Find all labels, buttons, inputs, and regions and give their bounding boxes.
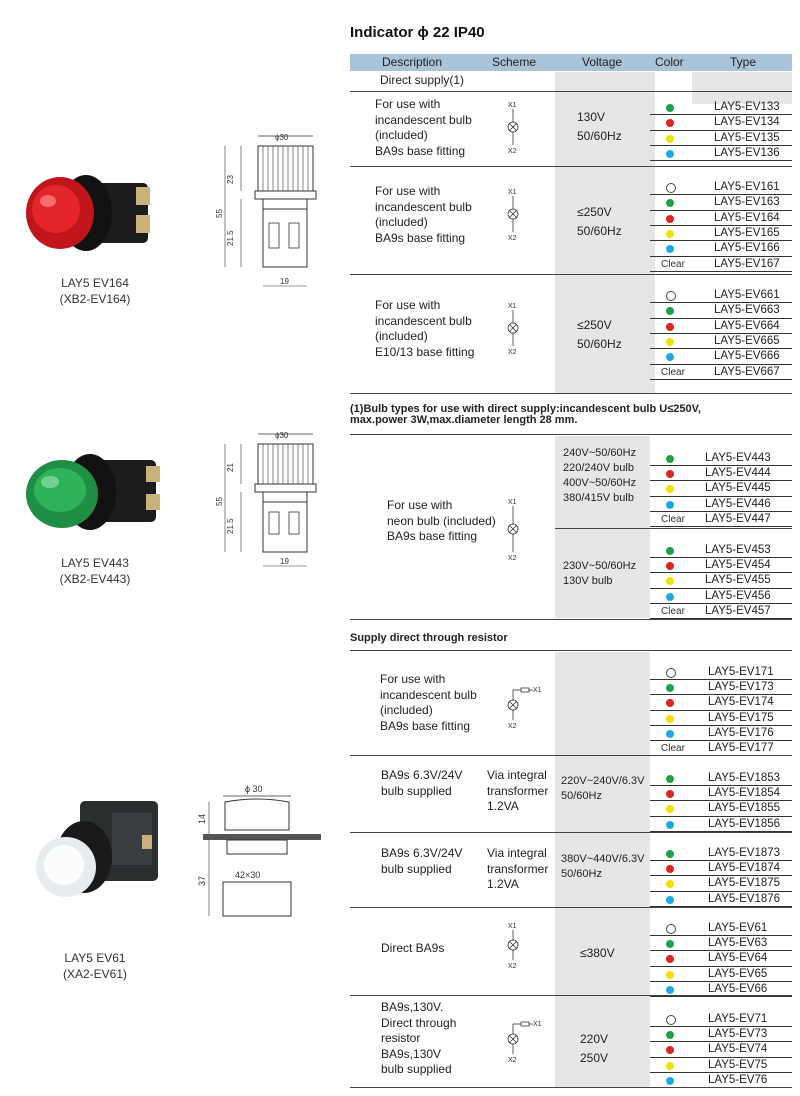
row-underline: [650, 588, 792, 589]
type-code: LAY5-EV664: [714, 319, 780, 332]
blue-dot: [666, 1077, 674, 1085]
header-type: Type: [730, 55, 757, 69]
blue-dot: [666, 150, 674, 158]
svg-text:X2: X2: [508, 235, 517, 242]
type-code: LAY5-EV71: [708, 1013, 768, 1025]
resistor-lamp-scheme: [505, 680, 545, 730]
type-code: LAY5-EV65: [708, 967, 768, 980]
type-code: LAY5-EV457: [705, 604, 771, 617]
svg-text:X1: X1: [508, 923, 517, 930]
type-code: LAY5-EV177: [708, 742, 774, 754]
type-code: LAY5-EV453: [705, 544, 771, 556]
group-divider: [350, 1087, 792, 1088]
row-underline: [650, 557, 792, 558]
svg-text:X1: X1: [533, 687, 542, 694]
blue-dot: [666, 501, 674, 509]
svg-text:37: 37: [197, 875, 207, 886]
svg-text:55: 55: [215, 209, 224, 218]
header-description: Description: [382, 55, 443, 69]
type-code: LAY5-EV455: [705, 574, 771, 587]
row-underline: [650, 480, 792, 481]
green-dot: [666, 775, 674, 783]
type-code: LAY5-EV446: [705, 497, 771, 510]
text-block: 230V~50/60Hz 130V bulb: [563, 560, 637, 587]
svg-text:23: 23: [226, 175, 235, 184]
row-underline: [650, 996, 792, 997]
group-divider: [350, 995, 792, 996]
svg-text:19: 19: [280, 557, 289, 566]
svg-text:X2: X2: [508, 148, 517, 155]
divider: [350, 650, 792, 651]
red-dot: [666, 1046, 674, 1054]
blue-dot: [666, 593, 674, 601]
yellow-dot: [666, 1062, 674, 1070]
type-code: LAY5-EV167: [714, 257, 780, 270]
type-code: LAY5-EV75: [708, 1058, 768, 1071]
svg-text:ϕ 30: ϕ 30: [245, 784, 263, 794]
type-code: LAY5-EV73: [708, 1028, 768, 1041]
row-underline: [650, 256, 792, 257]
clear-label: Clear: [661, 605, 685, 617]
row-underline: [650, 1041, 792, 1042]
blue-dot: [666, 353, 674, 361]
resistor-section-title: Supply direct through resistor: [350, 632, 508, 644]
svg-text:19: 19: [280, 277, 289, 286]
lamp-scheme: [505, 99, 545, 155]
lamp-scheme: [505, 186, 545, 242]
blue-dot: [666, 245, 674, 253]
row-underline: [650, 710, 792, 711]
svg-text:X2: X2: [508, 1057, 517, 1064]
type-code: LAY5-EV133: [714, 101, 780, 113]
row-underline: [650, 816, 792, 817]
green-dot: [666, 684, 674, 692]
svg-text:42×30: 42×30: [235, 870, 261, 880]
row-underline: [650, 966, 792, 967]
clear-dot: [666, 183, 676, 193]
text-block: BA9s 6.3V/24V bulb supplied: [381, 846, 463, 876]
green-dot: [666, 1031, 674, 1039]
type-code: LAY5-EV63: [708, 937, 768, 950]
row-underline: [650, 785, 792, 786]
dimension-drawing-1: [213, 126, 323, 296]
type-code: LAY5-EV176: [708, 726, 774, 739]
row-underline: [650, 114, 792, 115]
svg-text:X2: X2: [508, 963, 517, 970]
row-underline: [650, 740, 792, 741]
group-divider: [350, 393, 792, 394]
clear-label: Clear: [661, 366, 685, 378]
row-underline: [650, 240, 792, 241]
yellow-dot: [666, 338, 674, 346]
type-code: LAY5-EV663: [714, 304, 780, 317]
type-code: LAY5-EV1855: [708, 802, 781, 815]
header-voltage: Voltage: [582, 55, 623, 69]
type-code: LAY5-EV64: [708, 952, 768, 965]
type-code: LAY5-EV1875: [708, 877, 781, 890]
yellow-dot: [666, 135, 674, 143]
yellow-dot: [666, 971, 674, 979]
type-code: LAY5-EV175: [708, 711, 774, 724]
clear-dot: [666, 291, 676, 301]
type-code: LAY5-EV166: [714, 242, 780, 255]
text-block: For use with neon bulb (included) BA9s base fitting: [387, 498, 496, 543]
type-code: LAY5-EV161: [714, 181, 780, 193]
text-block: ≤250V 50/60Hz: [577, 318, 622, 351]
clear-label: Clear: [661, 513, 685, 525]
row-underline: [650, 210, 792, 211]
yellow-dot: [666, 577, 674, 585]
type-code: LAY5-EV456: [705, 589, 771, 602]
row-underline: [650, 318, 792, 319]
text-block: For use with incandescent bulb (included) BA9s base fitting: [375, 184, 472, 245]
green-dot: [666, 940, 674, 948]
product-3-caption: LAY5 EV61 (XA2-EV61): [62, 951, 128, 981]
product-2-caption: LAY5 EV443 (XB2-EV443): [59, 556, 131, 586]
type-code: LAY5-EV76: [708, 1073, 768, 1086]
type-code: LAY5-EV134: [714, 116, 780, 129]
type-code: LAY5-EV163: [714, 196, 780, 209]
row-underline: [650, 694, 792, 695]
group-divider: [350, 832, 792, 833]
group-divider: [350, 274, 792, 275]
type-code: LAY5-EV171: [708, 666, 774, 678]
red-dot: [666, 470, 674, 478]
type-code: LAY5-EV136: [714, 146, 780, 159]
text-block: ≤380V: [580, 946, 615, 960]
text-block: Via integral transformer 1.2VA: [487, 846, 549, 891]
group-divider: [350, 907, 792, 908]
text-block: 130V 50/60Hz: [577, 110, 622, 143]
svg-text:55: 55: [215, 497, 224, 506]
green-dot: [666, 850, 674, 858]
dimension-drawing-3: [193, 778, 328, 923]
type-code: LAY5-EV164: [714, 211, 780, 224]
type-code: LAY5-EV661: [714, 289, 780, 301]
text-block: 220V 250V: [580, 1032, 609, 1065]
table-header: [350, 54, 792, 71]
divider: [350, 91, 792, 92]
red-dot: [666, 119, 674, 127]
type-code: LAY5-EV447: [705, 512, 771, 525]
svg-text:21.5: 21.5: [226, 518, 235, 534]
red-dot: [666, 955, 674, 963]
row-underline: [650, 1072, 792, 1073]
row-underline: [650, 800, 792, 801]
blue-dot: [666, 730, 674, 738]
text-block: Direct BA9s: [381, 941, 445, 955]
svg-text:14: 14: [197, 813, 207, 824]
green-dot: [666, 455, 674, 463]
row-underline: [650, 271, 792, 272]
header-color: Color: [655, 55, 684, 69]
row-underline: [650, 875, 792, 876]
row-underline: [650, 572, 792, 573]
row-underline: [650, 981, 792, 982]
green-dot: [666, 547, 674, 555]
type-code: LAY5-EV173: [708, 681, 774, 694]
svg-text:ϕ30: ϕ30: [275, 133, 289, 142]
text-block: ≤250V 50/60Hz: [577, 205, 622, 238]
type-code: LAY5-EV443: [705, 452, 771, 464]
bulb-note: (1)Bulb types for use with direct supply:incandescent bulb U≤250V, max.power 3W,max.diameter length 28 mm.: [350, 403, 701, 426]
row-underline: [650, 302, 792, 303]
white-indicator-photo: [30, 795, 170, 910]
svg-text:X1: X1: [508, 189, 517, 196]
blue-dot: [666, 821, 674, 829]
red-indicator-photo: [18, 165, 158, 270]
row-underline: [650, 526, 792, 527]
row-underline: [650, 1057, 792, 1058]
green-dot: [666, 307, 674, 315]
type-code: LAY5-EV665: [714, 334, 780, 347]
red-dot: [666, 215, 674, 223]
text-block: Via integral transformer 1.2VA: [487, 768, 549, 813]
clear-label: Clear: [661, 258, 685, 270]
type-code: LAY5-EV454: [705, 559, 771, 572]
divider: [350, 619, 792, 620]
group-divider: [350, 166, 792, 167]
type-code: LAY5-EV1874: [708, 862, 781, 875]
green-dot: [666, 199, 674, 207]
red-dot: [666, 699, 674, 707]
type-code: LAY5-EV444: [705, 467, 771, 480]
clear-dot: [666, 668, 676, 678]
row-underline: [650, 950, 792, 951]
svg-text:X2: X2: [508, 555, 517, 562]
row-underline: [650, 194, 792, 195]
blue-dot: [666, 986, 674, 994]
yellow-dot: [666, 805, 674, 813]
row-underline: [650, 364, 792, 365]
clear-dot: [666, 924, 676, 934]
svg-text:X1: X1: [508, 102, 517, 109]
type-band: [692, 72, 792, 104]
text-block: 240V~50/60Hz 220/240V bulb 400V~50/60Hz 380/415V bulb: [563, 447, 637, 504]
row-underline: [650, 130, 792, 131]
red-dot: [666, 790, 674, 798]
clear-dot: [666, 1015, 676, 1025]
type-code: LAY5-EV1873: [708, 847, 781, 859]
green-dot: [666, 104, 674, 112]
dimension-drawing-2: [213, 424, 323, 574]
type-code: LAY5-EV1856: [708, 817, 781, 830]
row-underline: [650, 891, 792, 892]
yellow-dot: [666, 880, 674, 888]
type-code: LAY5-EV135: [714, 131, 780, 144]
svg-text:X1: X1: [533, 1021, 542, 1028]
type-code: LAY5-EV667: [714, 365, 780, 378]
type-code: LAY5-EV445: [705, 482, 771, 495]
row-underline: [650, 379, 792, 380]
text-block: BA9s,130V. Direct through resistor BA9s,130V bulb supplied: [381, 1000, 457, 1076]
red-dot: [666, 562, 674, 570]
svg-text:ϕ30: ϕ30: [275, 431, 289, 440]
row-underline: [650, 496, 792, 497]
text-block: 380V~440V/6.3V 50/60Hz: [561, 853, 645, 880]
yellow-dot: [666, 485, 674, 493]
svg-text:X2: X2: [508, 723, 517, 730]
direct-supply-label: Direct supply(1): [380, 73, 465, 87]
row-underline: [650, 333, 792, 334]
row-underline: [650, 679, 792, 680]
svg-text:21.5: 21.5: [226, 230, 235, 246]
type-code: LAY5-EV66: [708, 982, 768, 995]
text-block: For use with incandescent bulb (included) BA9s base fitting: [380, 672, 477, 733]
type-code: LAY5-EV666: [714, 350, 780, 363]
row-underline: [650, 1026, 792, 1027]
text-block: For use with incandescent bulb (included) E10/13 base fitting: [375, 298, 475, 359]
type-code: LAY5-EV1876: [708, 892, 781, 905]
row-underline: [650, 160, 792, 161]
row-underline: [650, 511, 792, 512]
red-dot: [666, 323, 674, 331]
yellow-dot: [666, 230, 674, 238]
type-code: LAY5-EV74: [708, 1043, 768, 1056]
lamp-scheme: [505, 496, 545, 562]
row-underline: [650, 603, 792, 604]
resistor-lamp-scheme: [505, 1014, 545, 1064]
clear-label: Clear: [661, 743, 685, 754]
type-code: LAY5-EV1854: [708, 787, 781, 800]
type-code: LAY5-EV174: [708, 696, 774, 709]
yellow-dot: [666, 715, 674, 723]
green-indicator-photo: [18, 450, 168, 550]
svg-text:21: 21: [226, 463, 235, 472]
lamp-scheme: [505, 300, 545, 356]
blue-dot: [666, 896, 674, 904]
product-1-caption: LAY5 EV164 (XB2-EV164): [59, 276, 131, 306]
group-divider: [350, 755, 792, 756]
text-block: For use with incandescent bulb (included) BA9s base fitting: [375, 97, 472, 158]
svg-text:X1: X1: [508, 499, 517, 506]
row-underline: [650, 860, 792, 861]
header-scheme: Scheme: [492, 55, 537, 69]
row-underline: [650, 935, 792, 936]
type-code: LAY5-EV1853: [708, 772, 781, 784]
row-underline: [650, 145, 792, 146]
lamp-scheme: [505, 920, 545, 970]
divider: [350, 434, 792, 435]
row-underline: [650, 348, 792, 349]
type-code: LAY5-EV61: [708, 922, 768, 934]
divider: [555, 528, 792, 529]
red-dot: [666, 865, 674, 873]
text-block: BA9s 6.3V/24V bulb supplied: [381, 768, 463, 798]
svg-text:X2: X2: [508, 349, 517, 356]
text-block: 220V~240V/6.3V 50/60Hz: [561, 775, 645, 802]
row-underline: [650, 225, 792, 226]
type-code: LAY5-EV165: [714, 226, 780, 239]
row-underline: [650, 725, 792, 726]
page-title: Indicator ϕ 22 IP40: [350, 24, 485, 41]
row-underline: [650, 465, 792, 466]
svg-text:X1: X1: [508, 303, 517, 310]
